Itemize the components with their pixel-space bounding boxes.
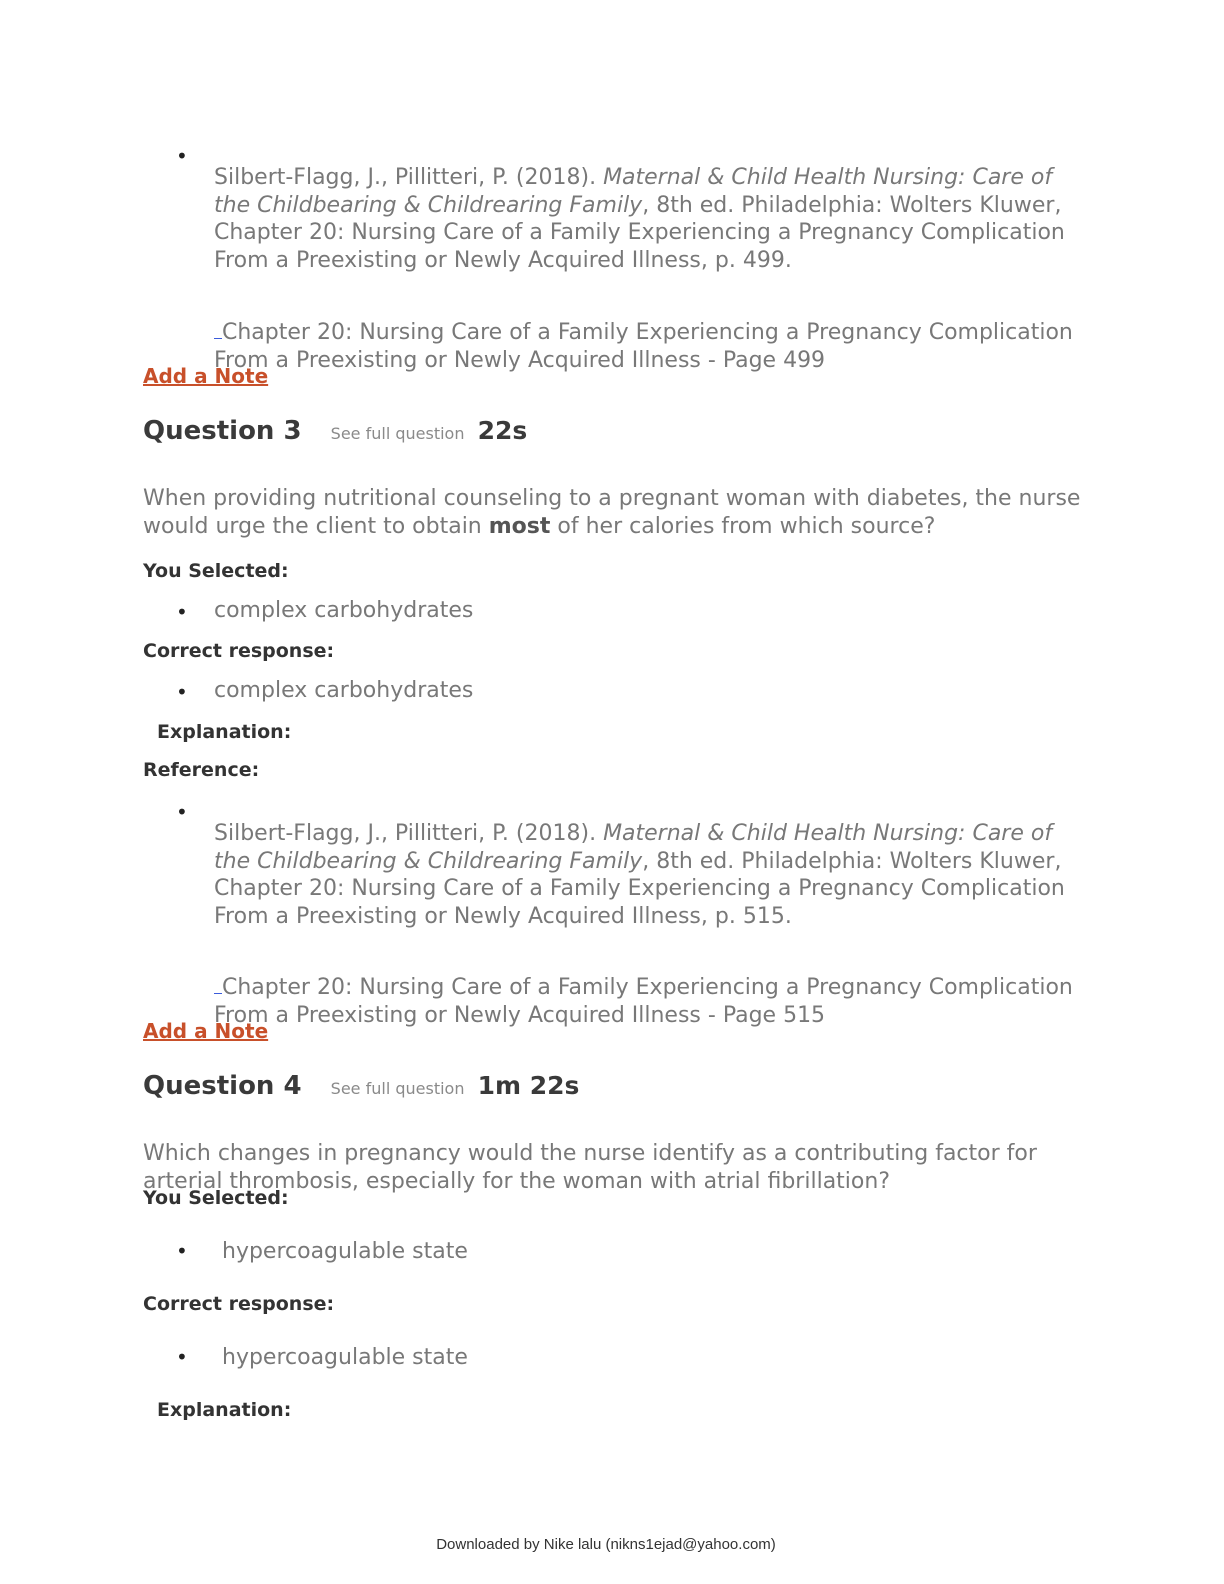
chapter-link[interactable]: [214, 318, 1084, 374]
bullet-icon: •: [176, 680, 188, 704]
question-text: [143, 485, 1083, 540]
correct-response-label: Correct response:: [143, 1293, 335, 1315]
citation-details: , 8th ed. Philadelphia: Wolters Kluwer, Chapter 20: Nursing Care of a Family Experiencing a Pregnancy Complication From a Preexisting or Newly Acquired Illness, p. 499.: [214, 192, 1065, 273]
citation-authors: Silbert-Flagg, J., Pillitteri, P. (2018).: [214, 165, 604, 190]
add-note-link[interactable]: Add a Note: [143, 1019, 269, 1043]
question-header: [143, 416, 527, 446]
reference-citation: [214, 820, 1084, 930]
explanation-label: Explanation:: [157, 1399, 292, 1421]
selected-answer: hypercoagulable state: [222, 1239, 468, 1264]
question-text-part: When providing nutritional counseling to a pregnant woman with diabetes, the nurse would urge the client to obtain: [143, 486, 1081, 539]
chapter-link-text[interactable]: Chapter 20: Nursing Care of a Family Experiencing a Pregnancy Complication From a Preexisting or Newly Acquired Illness - Page 499: [214, 320, 1073, 373]
bullet-icon: •: [176, 1345, 188, 1369]
question-text-part: of her calories from which source?: [550, 513, 936, 539]
question-time: 22s: [477, 416, 528, 445]
question-time: 1m 22s: [477, 1071, 580, 1100]
chapter-link[interactable]: [214, 973, 1084, 1029]
bullet-icon: •: [176, 800, 188, 824]
see-full-question-link[interactable]: See full question: [330, 1079, 465, 1098]
correct-response-label: Correct response:: [143, 640, 335, 662]
question-title: Question 4: [143, 1071, 302, 1101]
reference-citation: [214, 164, 1084, 274]
question-title: Question 3: [143, 416, 302, 446]
download-footer: Downloaded by Nike lalu (nikns1ejad@yahoo.com): [436, 1536, 776, 1553]
bullet-icon: •: [176, 1239, 188, 1263]
see-full-question-link[interactable]: See full question: [330, 424, 465, 443]
correct-answer: complex carbohydrates: [214, 678, 474, 703]
add-note-link[interactable]: Add a Note: [143, 364, 269, 388]
you-selected-label: You Selected:: [143, 560, 289, 582]
you-selected-label: You Selected:: [143, 1187, 289, 1209]
citation-authors: Silbert-Flagg, J., Pillitteri, P. (2018).: [214, 821, 604, 846]
reference-label: Reference:: [143, 759, 260, 781]
selected-answer: complex carbohydrates: [214, 598, 474, 623]
link-underline-mark: [214, 318, 222, 339]
link-underline-mark: [214, 973, 222, 994]
question-header: [143, 1071, 579, 1101]
question-text: Which changes in pregnancy would the nurse identify as a contributing factor for arterial thrombosis, especially for the woman with atrial fibrillation?: [143, 1141, 1037, 1194]
bullet-icon: •: [176, 600, 188, 624]
citation-details: , 8th ed. Philadelphia: Wolters Kluwer, Chapter 20: Nursing Care of a Family Experiencing a Pregnancy Complication From a Preexisting or Newly Acquired Illness, p. 515.: [214, 848, 1065, 929]
bullet-icon: •: [176, 144, 188, 168]
chapter-link-text[interactable]: Chapter 20: Nursing Care of a Family Experiencing a Pregnancy Complication From a Preexisting or Newly Acquired Illness - Page 515: [214, 975, 1073, 1028]
citation-book-title: Maternal & Child Health Nursing: Care of the Childbearing & Childrearing Family: [214, 165, 1053, 218]
citation-book-title: Maternal & Child Health Nursing: Care of the Childbearing & Childrearing Family: [214, 821, 1053, 874]
question-text-emphasis: most: [488, 513, 551, 539]
correct-answer: hypercoagulable state: [222, 1345, 468, 1370]
explanation-label: Explanation:: [157, 721, 292, 743]
